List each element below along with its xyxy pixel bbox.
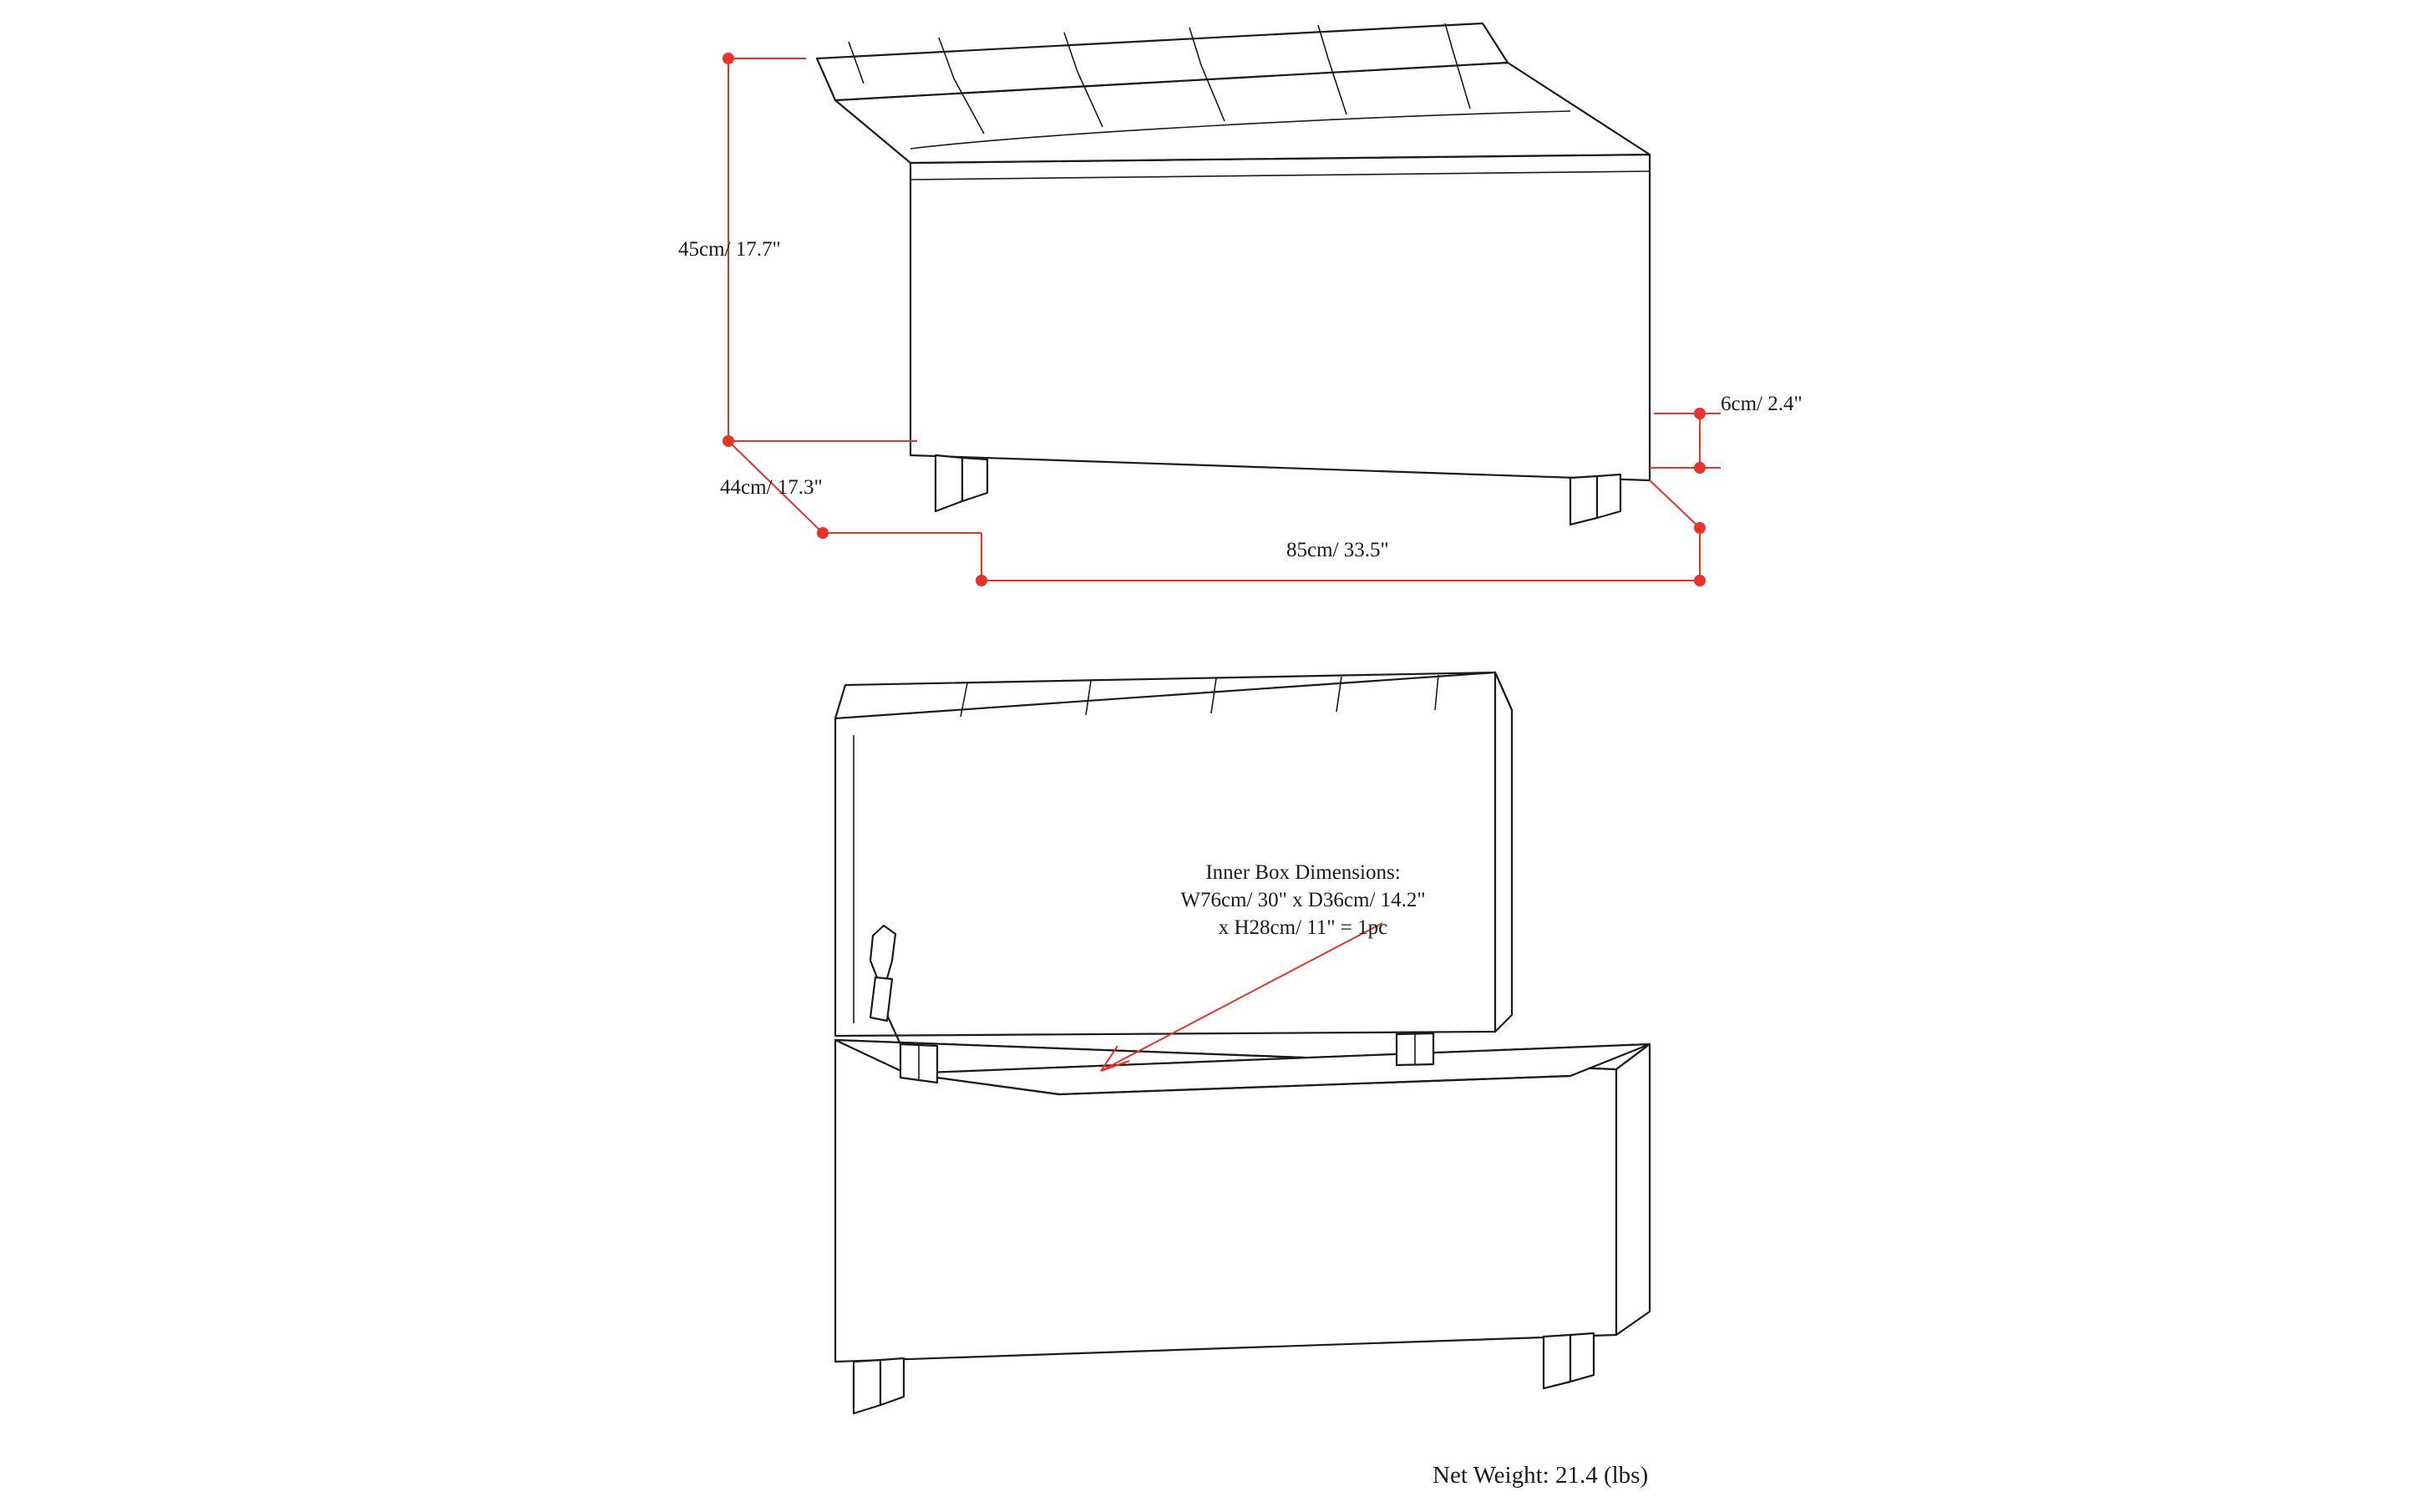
net-weight-label: Net Weight: 21.4 (lbs) <box>1433 1462 1649 1489</box>
closed-ottoman-view <box>817 23 1650 525</box>
inner-box-line-3: x H28cm/ 11" = 1pc <box>1218 916 1388 939</box>
right-margin <box>2406 0 2414 1512</box>
dimension-label-height: 45cm/ 17.7" <box>678 238 781 261</box>
open-ottoman-view <box>835 672 1650 1413</box>
dimension-label-depth: 44cm/ 17.3" <box>720 476 823 499</box>
dimension-label-leg-height: 6cm/ 2.4" <box>1721 393 1803 415</box>
inner-box-line-2: W76cm/ 30" x D36cm/ 14.2" <box>1180 889 1426 911</box>
left-margin <box>0 0 494 1512</box>
inner-box-dimensions <box>1169 859 1437 941</box>
inner-box-line-1: Inner Box Dimensions: <box>1205 861 1401 884</box>
dimension-label-width: 85cm/ 33.5" <box>1286 539 1389 561</box>
